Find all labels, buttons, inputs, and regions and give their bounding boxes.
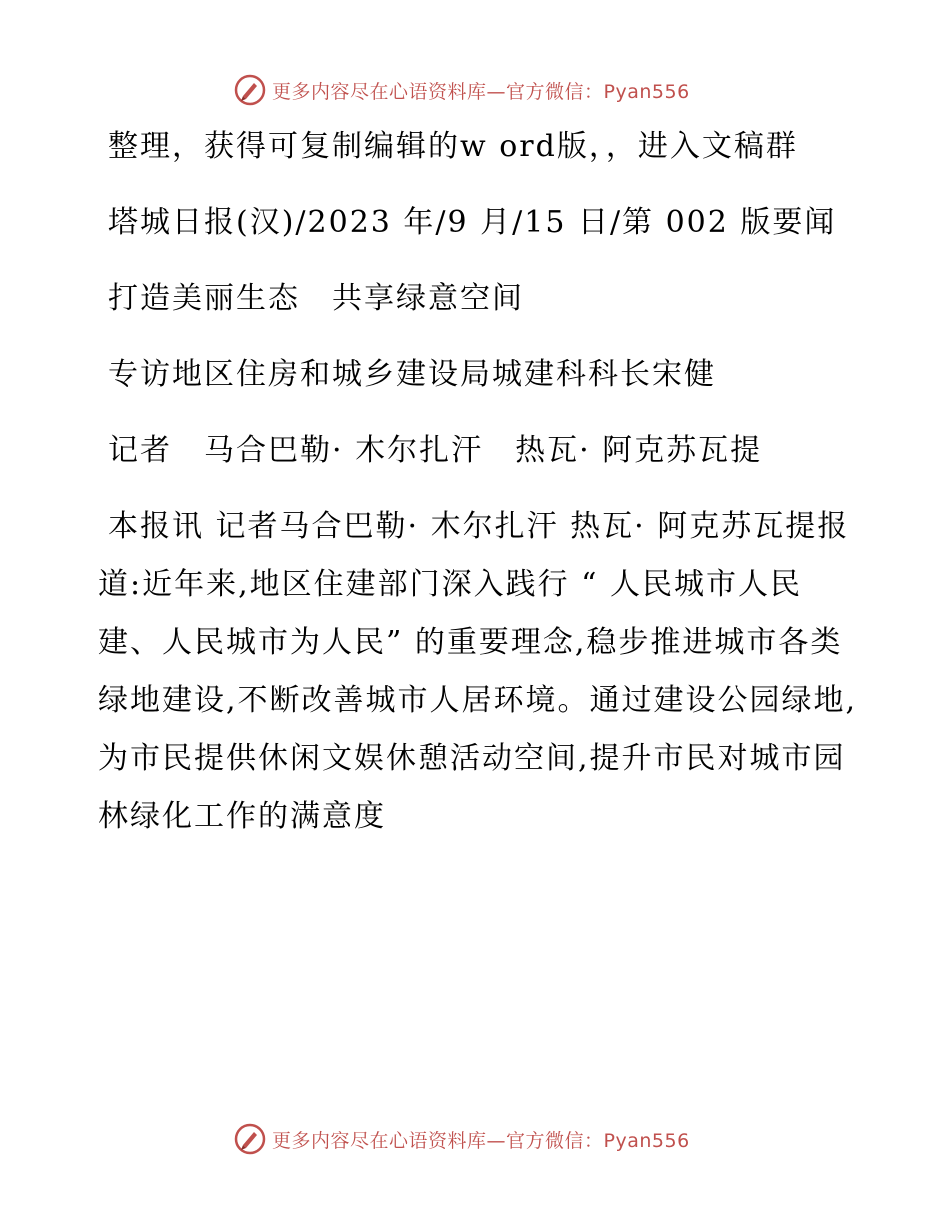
article-headline: 打造美丽生态 共享绿意空间 xyxy=(108,281,524,316)
watermark-text: 更多内容尽在心语资料库—官方微信：Pyan556 xyxy=(272,1129,690,1152)
ink-pen-seal-icon xyxy=(234,74,266,106)
watermark-text: 更多内容尽在心语资料库—官方微信：Pyan556 xyxy=(272,80,690,103)
ink-pen-seal-icon xyxy=(234,1123,266,1155)
article-byline: 记者 马合巴勒· 木尔扎汗 热瓦· 阿克苏瓦提 xyxy=(108,433,763,468)
article-subheadline: 专访地区住房和城乡建设局城建科科长宋健 xyxy=(108,357,716,392)
paragraph-source-line: 塔城日报(汉)/2023 年/9 月/15 日/第 002 版要闻 xyxy=(108,205,837,240)
document-body xyxy=(98,118,858,864)
article-body-paragraph: 本报讯 记者马合巴勒· 木尔扎汗 热瓦· 阿克苏瓦提报道:近年来,地区住建部门深入践行 “ 人民城市人民建、人民城市为人民” 的重要理念,稳步推进城市各类绿地建设,不断改善城市人居环境。通过建设公园绿地,为市民提供休闲文娱休憩活动空间,提升市民对城市园林绿化工作的满意度 xyxy=(98,509,858,834)
paragraph-intro-note: 整理，获得可复制编辑的w ord版，，进入文稿群 xyxy=(108,129,798,164)
watermark-banner-bottom xyxy=(234,1121,690,1157)
watermark-banner-top xyxy=(234,72,690,108)
